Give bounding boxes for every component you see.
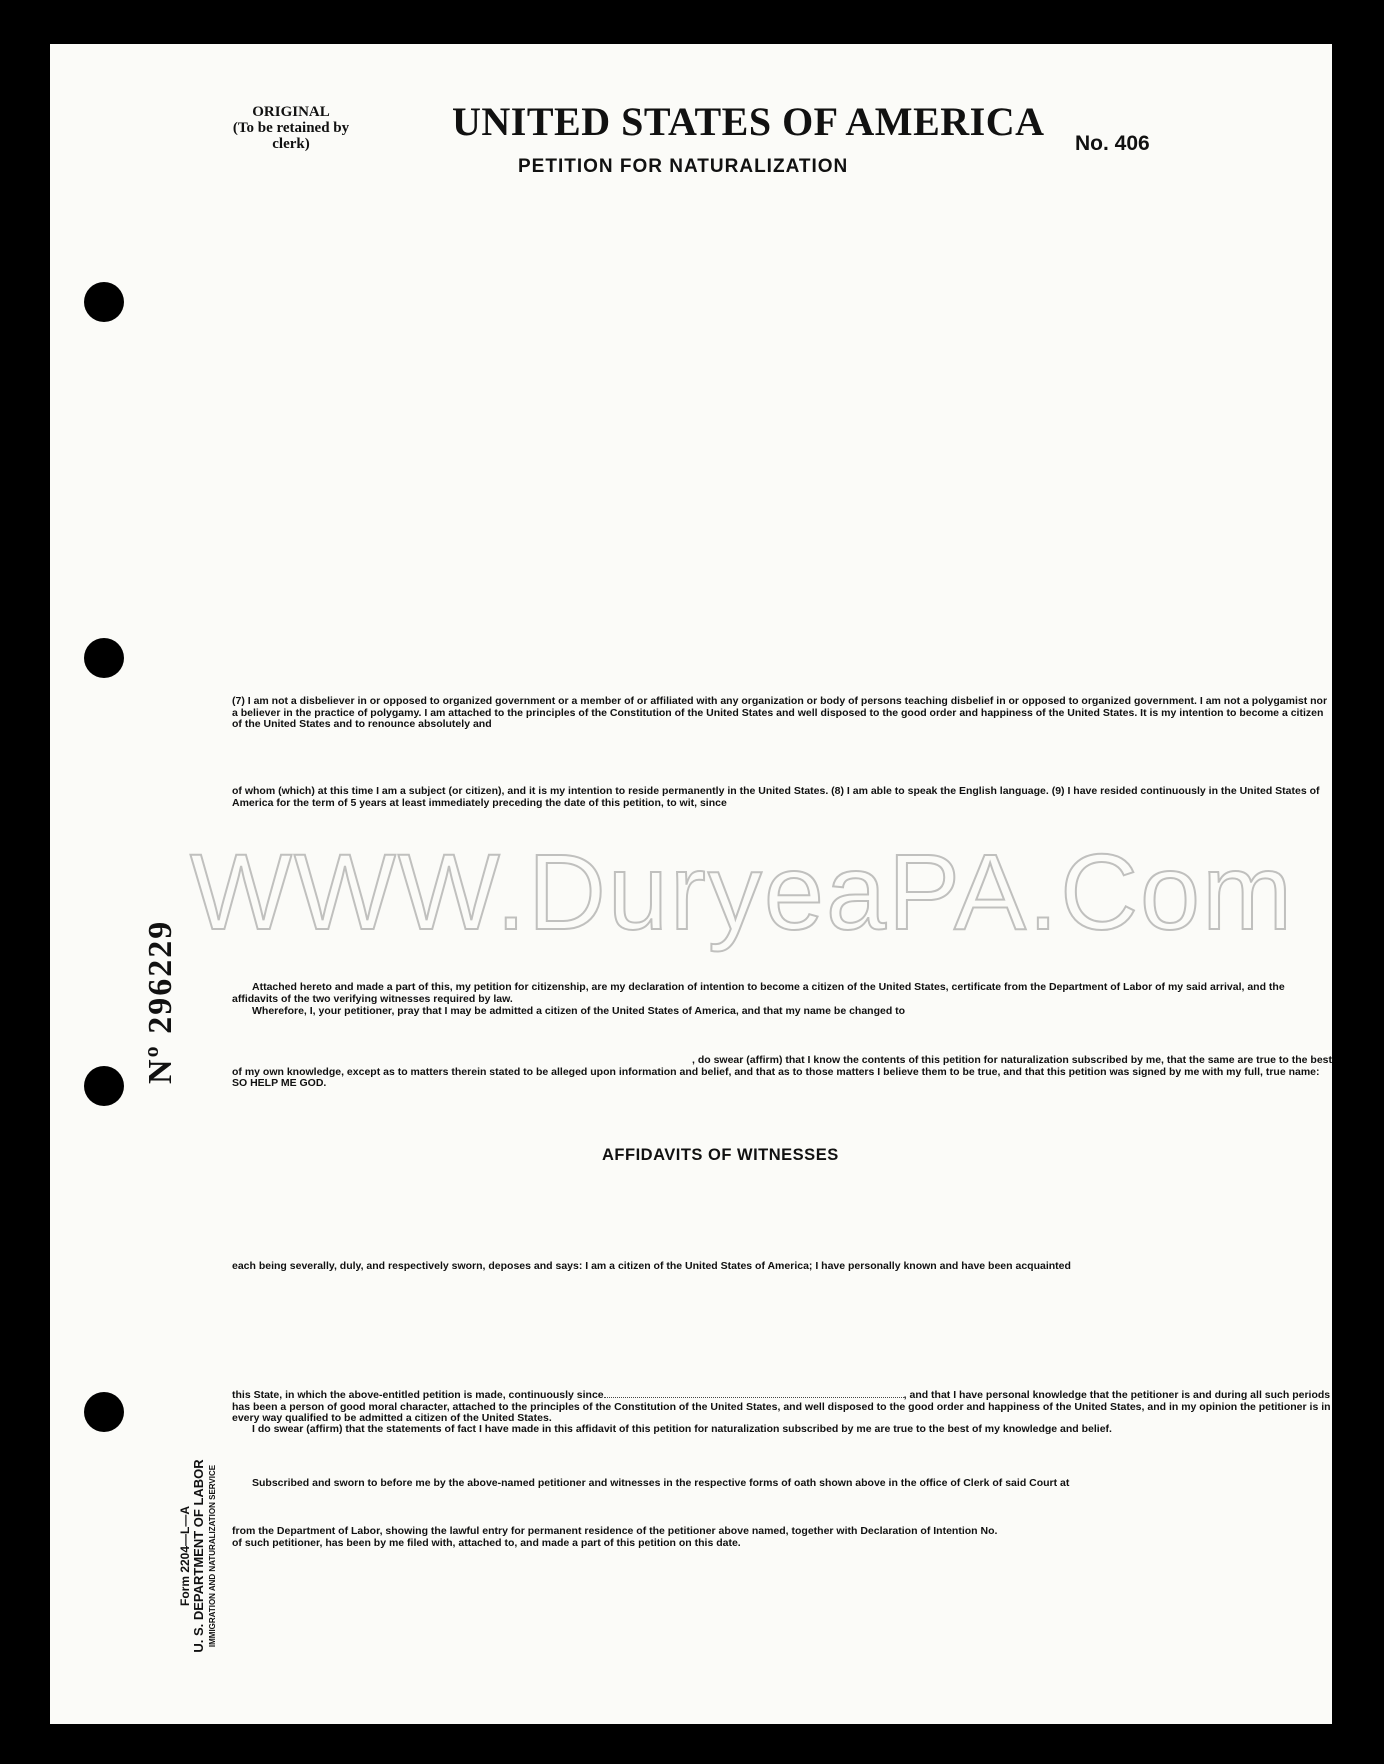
- watermark: WWW.DuryeaPA.Com: [190, 831, 1295, 952]
- punch-hole: [84, 1392, 124, 1432]
- attached-paragraph: Attached hereto and made a part of this, my petition for citizenship, are my declaration of intention to become a citizen of the United States, certificate from the Department of Labor of my said arrival, and the affidavits of the two verifying witnesses required by law.: [232, 981, 1285, 1005]
- original-note: ORIGINAL (To be retained by clerk): [232, 104, 350, 152]
- wherefore-paragraph: Wherefore, I, your petitioner, pray that I may be admitted a citizen of the United States of America, and that my name be changed to: [252, 1005, 906, 1017]
- affidavits-title: AFFIDAVITS OF WITNESSES: [602, 1146, 839, 1164]
- form-identifier: Form 2204—L—A U. S. DEPARTMENT OF LABOR IMMIGRATION AND NATURALIZATION SERVICE: [178, 1459, 217, 1653]
- dept-labor-paragraph: from the Department of Labor, showing the lawful entry for permanent residence of the petitioner above named, together with Declaration of Intention No. of such petitioner, has been by me filed with, attached to, and made a part of this petition on this date.: [232, 1525, 998, 1549]
- punch-hole: [84, 282, 124, 322]
- subscribed-paragraph: Subscribed and sworn to before me by the above-named petitioner and witnesses in the respective forms of oath shown above in the office of Clerk of said Court at: [252, 1477, 1070, 1489]
- petition-page: [50, 44, 1332, 1724]
- character-paragraph: this State, in which the above-entitled petition is made, continuously since , and that I have personal knowledge that the petitioner is and during all such periods has been a person of good moral character, attached to the principles of the Constitution of the United States, and well disposed to the good order and happiness of the United States, and in my opinion the petitioner is in every way qualified to be admitted a citizen of the United States.: [232, 1389, 1331, 1424]
- paragraph-8: of whom (which) at this time I am a subject (or citizen), and it is my intention to reside permanently in the United States. (8) I am able to speak the English language. (9) I have resided continuously in the United States of America for the term of 5 years at least immediately preceding the date of this petition, to wit, since: [232, 785, 1320, 809]
- document-subtitle: PETITION FOR NATURALIZATION: [518, 156, 849, 177]
- document-title: UNITED STATES OF AMERICA: [452, 99, 1045, 144]
- petition-number: No. 406: [1075, 132, 1150, 155]
- punch-hole: [84, 1066, 124, 1106]
- petition-serial-number: Nº 296229: [142, 919, 179, 1084]
- punch-hole: [84, 638, 124, 678]
- witness-swear-paragraph: I do swear (affirm) that the statements of fact I have made in this affidavit of this petition for naturalization subscribed by me are true to the best of my knowledge and belief.: [252, 1423, 1112, 1435]
- paragraph-7: (7) I am not a disbeliever in or opposed to organized government or a member of or affiliated with any organization or body of persons teaching disbelief in or opposed to organized government. I am not a polygamist nor a believer in the practice of polygamy. I am attached to the principles of the Constitution of the United States and well disposed to the good order and happiness of the United States. It is my intention to become a citizen of the United States and to renounce absolutely and: [232, 695, 1328, 730]
- sworn-paragraph: each being severally, duly, and respectively sworn, deposes and says: I am a citizen of the United States of America; I have personally known and have been acquainted: [232, 1260, 1071, 1272]
- swear-paragraph: , do swear (affirm) that I know the contents of this petition for naturalization subscribed by me, that the same are true to the best of my own knowledge, except as to matters therein stated to be alleged upon information and belief, and that as to those matters I believe them to be true, and that this petition was signed by me with my full, true name: SO HELP ME GOD.: [232, 1054, 1332, 1089]
